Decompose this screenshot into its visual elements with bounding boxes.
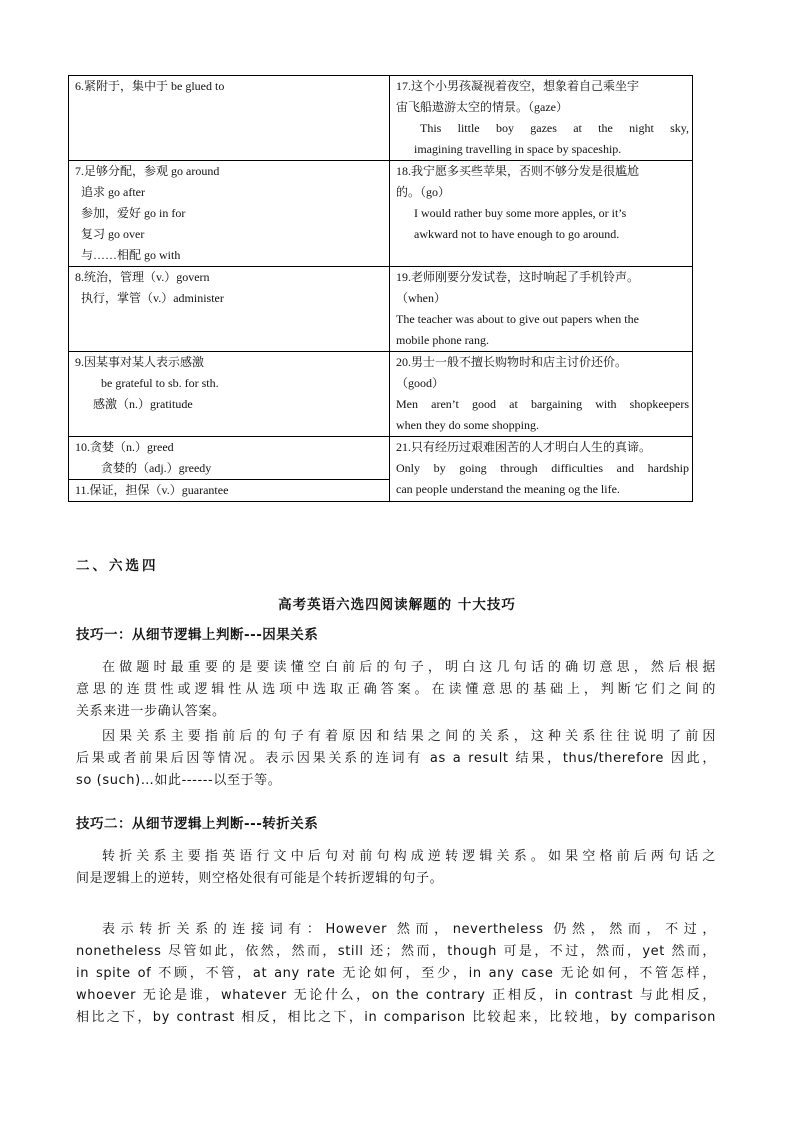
paragraph-line: 意思的连贯性或逻辑性从选项中选取正确答案。在读懂意思的基础上，判断它们之间的	[76, 682, 716, 697]
chinese-sentence: （when）	[396, 291, 446, 305]
word-entry: 11.保证，担保（v.）guarantee	[75, 483, 229, 497]
english-sentence: Men aren’t good at bargaining with shopkeepers	[396, 397, 689, 411]
vocabulary-table	[68, 75, 693, 502]
english-sentence: This little boy gazes at the night sky,	[420, 121, 689, 135]
paragraph-line: nonetheless 尽管如此，依然，然而，still 还；然而，though 可是，不过，然而，yet 然而，	[76, 944, 716, 959]
tip1-heading: 技巧一：从细节逻辑上判断---因果关系	[76, 627, 319, 643]
word-entry: 10.贪婪（n.）greed	[75, 440, 174, 454]
paragraph-line: 后果或者前果后因等情况。表示因果关系的连词有 as a result 结果，thus/therefore 因此，	[76, 751, 716, 766]
word-cell	[69, 161, 390, 267]
word-cell	[69, 267, 390, 352]
word-entry: 复习 go over	[81, 227, 145, 241]
tip1-paragraph-2	[76, 726, 716, 792]
word-entry: 执行，掌管（v.）administer	[81, 291, 224, 305]
sentence-cell	[390, 437, 693, 502]
chinese-sentence: 宙飞船遨游太空的情景。（gaze）	[396, 100, 568, 114]
english-sentence: imagining travelling in space by spaceship.	[414, 142, 622, 156]
paragraph-line: 相比之下，by contrast 相反，相比之下，in comparison 比较起来，比较地，by comparison	[76, 1010, 716, 1025]
chinese-sentence: 20.男士一般不擅长购物时和店主讨价还价。	[396, 355, 628, 369]
paragraph-line: in spite of 不顾，不管，at any rate 无论如何，至少，in any case 无论如何，不管怎样，	[76, 966, 716, 981]
word-entry: 与……相配 go with	[81, 248, 181, 262]
table-row	[69, 267, 693, 352]
table-row	[69, 352, 693, 437]
english-sentence: The teacher was about to give out papers when the	[396, 312, 639, 326]
paragraph-line: 表示转折关系的连接词有：However 然而，nevertheless 仍然，然而，不过，	[102, 922, 716, 937]
word-entry: 追求 go after	[81, 185, 145, 199]
english-sentence: Only by going through difficulties and hardship	[396, 461, 689, 475]
tip2-paragraph-2	[76, 919, 716, 1029]
paragraph-line: 间是逻辑上的逆转，则空格处很有可能是个转折逻辑的句子。	[76, 871, 444, 886]
table-row	[69, 76, 693, 161]
chinese-sentence: 21.只有经历过艰难困苦的人才明白人生的真谛。	[396, 440, 652, 454]
paragraph-line: so (such)…如此------以至于等。	[76, 773, 282, 788]
word-cell	[69, 437, 390, 480]
english-sentence: mobile phone rang.	[396, 333, 489, 347]
word-entry: 参加，爱好 go in for	[81, 206, 186, 220]
english-sentence: can people understand the meaning og the life.	[396, 482, 620, 496]
english-sentence: awkward not to have enough to go around.	[414, 227, 620, 241]
table-row	[69, 437, 693, 480]
sentence-cell	[390, 161, 693, 267]
word-entry: 感激（n.）gratitude	[93, 397, 193, 411]
paragraph-line: 关系来进一步确认答案。	[76, 704, 226, 719]
section-title: 二、六选四	[76, 558, 159, 574]
tip1-paragraph-1	[76, 657, 716, 723]
tip2-paragraph-1	[76, 846, 716, 890]
word-entry: 9.因某事对某人表示感激	[75, 355, 205, 369]
paragraph-line: 因果关系主要指前后的句子有着原因和结果之间的关系，这种关系往往说明了前因	[102, 729, 716, 744]
word-entry: 7.足够分配，参观 go around	[75, 164, 220, 178]
word-cell	[69, 352, 390, 437]
word-entry: 8.统治，管理（v.）govern	[75, 270, 210, 284]
english-sentence: I would rather buy some more apples, or it’s	[414, 206, 627, 220]
chinese-sentence: （good）	[396, 376, 445, 390]
sentence-cell	[390, 267, 693, 352]
sentence-cell	[390, 352, 693, 437]
paragraph-line: 转折关系主要指英语行文中后句对前句构成逆转逻辑关系。如果空格前后两句话之	[102, 849, 716, 864]
chinese-sentence: 19.老师刚要分发试卷，这时响起了手机铃声。	[396, 270, 640, 284]
word-entry: 贪婪的（adj.）greedy	[101, 461, 212, 475]
table-row	[69, 161, 693, 267]
chinese-sentence: 17.这个小男孩凝视着夜空，想象着自己乘坐宇	[396, 79, 640, 93]
sentence-cell	[390, 76, 693, 161]
word-cell	[69, 480, 390, 502]
chinese-sentence: 18.我宁愿多买些苹果，否则不够分发是很尴尬	[396, 164, 640, 178]
chinese-sentence: 的。（go）	[396, 185, 451, 199]
paragraph-line: whoever 无论是谁，whatever 无论什么，on the contrary 正相反，in contrast 与此相反，	[76, 988, 716, 1003]
word-entry: 6.紧附于，集中于 be glued to	[75, 79, 225, 93]
article-title: 高考英语六选四阅读解题的 十大技巧	[278, 597, 516, 613]
word-cell	[69, 76, 390, 161]
tip2-heading: 技巧二：从细节逻辑上判断---转折关系	[76, 816, 319, 832]
word-entry: be grateful to sb. for sth.	[101, 376, 219, 390]
english-sentence: when they do some shopping.	[396, 418, 539, 432]
paragraph-line: 在做题时最重要的是要读懂空白前后的句子，明白这几句话的确切意思，然后根据	[102, 660, 716, 675]
